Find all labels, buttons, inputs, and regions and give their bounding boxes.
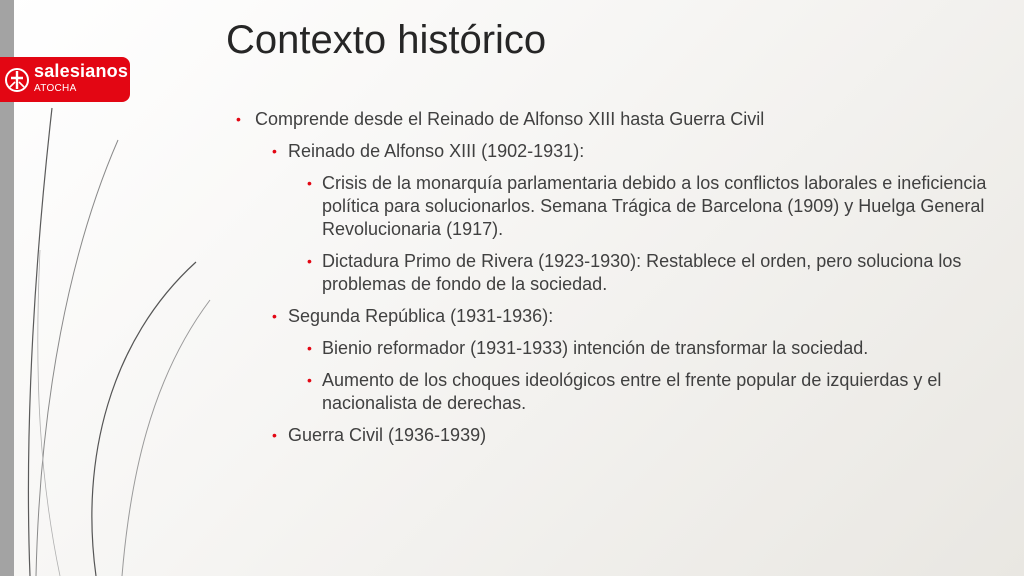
salesianos-logo <box>0 57 130 102</box>
bullet-item: • Bienio reformador (1931-1933) intención de transformar la sociedad. <box>236 337 1006 360</box>
bullet-list <box>236 108 1006 456</box>
bullet-item: • Guerra Civil (1936-1939) <box>236 424 1006 447</box>
logo-name: salesianos <box>34 61 129 81</box>
bullet-item: • Comprende desde el Reinado de Alfonso XIII hasta Guerra Civil <box>236 108 1006 131</box>
bullet-item: • Segunda República (1931-1936): <box>236 305 1006 328</box>
salesianos-emblem-icon <box>4 67 30 93</box>
bullet-item: • Crisis de la monarquía parlamentaria debido a los conflictos laborales e ineficiencia política para solucionarlos. Semana Trágica de Barcelona (1909) y Huelga General Revolucionaria (1917). <box>236 172 1006 241</box>
bullet-item: • Dictadura Primo de Rivera (1923-1930): Restablece el orden, pero soluciona los problemas de fondo de la sociedad. <box>236 250 1006 296</box>
logo-subtitle: ATOCHA <box>34 83 77 94</box>
slide-title: Contexto histórico <box>226 18 547 62</box>
bullet-item: • Reinado de Alfonso XIII (1902-1931): <box>236 140 1006 163</box>
bullet-item: • Aumento de los choques ideológicos entre el frente popular de izquierdas y el nacionalista de derechas. <box>236 369 1006 415</box>
